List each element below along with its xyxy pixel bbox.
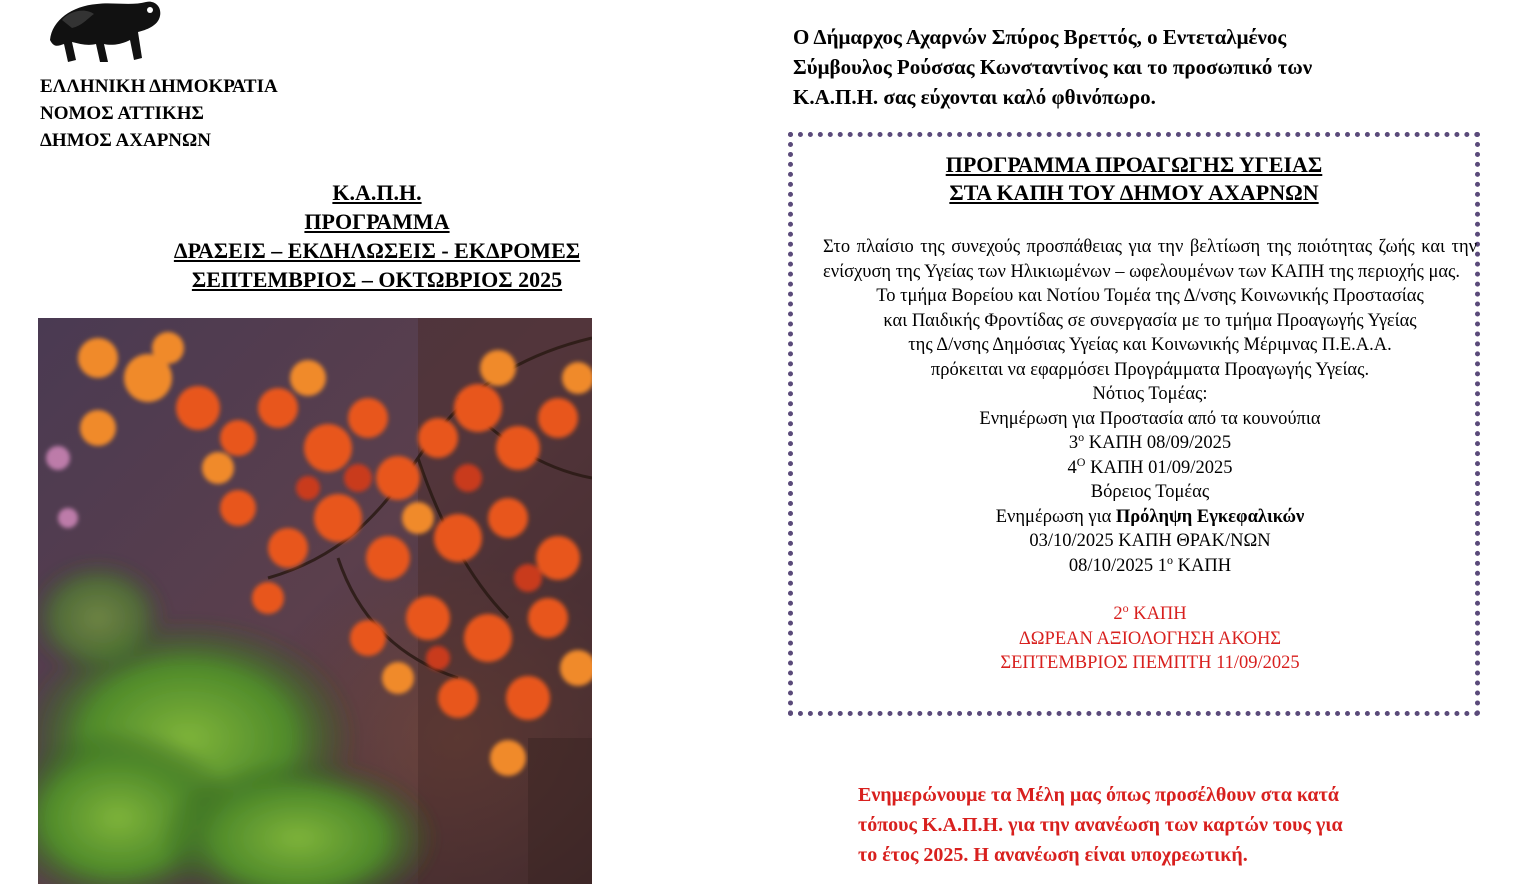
health-program-body [823, 235, 1477, 676]
hearing-date: ΣΕΠΤΕΜΒΡΙΟΣ ΠΕΜΠΤΗ 11/09/2025 [1000, 653, 1300, 673]
program-text: και Παιδικής Φροντίδας σε συνεργασία με το τμήμα Προαγωγής Υγείας [883, 310, 1417, 331]
title-kapi: Κ.Α.Π.Η. [332, 180, 422, 205]
north-sector-topic: Ενημέρωση για Πρόληψη Εγκεφαλικών [995, 506, 1305, 527]
autumn-leaves-photo [38, 318, 592, 884]
greeting-line: Σύμβουλος Ρούσσας Κωνσταντίνος και το προσωπικό των [793, 55, 1313, 79]
box-title-line: ΠΡΟΓΡΑΜΜΑ ΠΡΟΑΓΩΓΗΣ ΥΓΕΙΑΣ [945, 152, 1323, 177]
program-text: της Δ/νσης Δημόσιας Υγείας και Κοινωνικής Μέριμνας Π.Ε.Α.Α. [908, 335, 1392, 355]
north-schedule-item: 03/10/2025 ΚΑΠΗ ΘΡΑΚ/ΝΩΝ [1029, 531, 1271, 551]
greeting-message [793, 22, 1473, 112]
greeting-line: Ο Δήμαρχος Αχαρνών Σπύρος Βρεττός, ο Εντεταλμένος [793, 25, 1287, 49]
notice-line: Ενημερώνουμε τα Μέλη μας όπως προσέλθουν στα κατά [858, 784, 1339, 806]
program-text: Το τμήμα Βορείου και Νοτίου Τομέα της Δ/νσης Κοινωνικής Προστασίας [876, 286, 1424, 306]
title-activities: ΔΡΑΣΕΙΣ – ΕΚΔΗΛΩΣΕΙΣ - ΕΚΔΡΟΜΕΣ [173, 238, 581, 263]
card-renewal-notice [858, 780, 1468, 870]
health-program-title [793, 151, 1475, 207]
south-schedule-item: $4^O$ ΚΑΠΗ 01/09/2025 [1067, 454, 1233, 478]
south-sector-topic: Ενημέρωση για Προστασία από τα κουνούπια [979, 408, 1321, 429]
municipality-emblem-logo [42, 0, 166, 66]
hearing-kapi: $2^o$ ΚΑΠΗ [1113, 600, 1187, 624]
south-schedule-item: $3^o$ ΚΑΠΗ 08/09/2025 [1068, 429, 1232, 453]
box-title-line: ΣΤΑ ΚΑΠΗ ΤΟΥ ΔΗΜΟΥ ΑΧΑΡΝΩΝ [949, 180, 1319, 205]
intro-paragraph: Στο πλαίσιο της συνεχούς προσπάθειας για την βελτίωση της ποιότητας ζωής και την ενίσχυση της Υγείας των Ηλικιωμένων – ωφελουμένων των ΚΑΠΗ της περιοχής μας. [823, 237, 1477, 282]
header-country: ΕΛΛΗΝΙΚΗ ΔΗΜΟΚΡΑΤΙΑ [40, 76, 278, 97]
north-sector-heading: Βόρειος Τομέας [1090, 482, 1210, 502]
greeting-line: Κ.Α.Π.Η. σας εύχονται καλό φθινόπωρο. [793, 85, 1156, 109]
title-period: ΣΕΠΤΕΜΒΡΙΟΣ – ΟΚΤΩΒΡΙΟΣ 2025 [191, 267, 563, 292]
header-municipality: ΔΗΜΟΣ ΑΧΑΡΝΩΝ [40, 130, 211, 151]
north-schedule-item: 08/10/2025 $1^o$ ΚΑΠΗ [1068, 552, 1232, 576]
program-text: πρόκειται να εφαρμόσει Προγράμματα Προαγωγής Υγείας. [930, 359, 1370, 380]
program-title-block [40, 178, 714, 294]
health-program-box [788, 132, 1480, 716]
south-sector-heading: Νότιος Τομέας: [1092, 384, 1208, 404]
notice-line: τόπους Κ.Α.Π.Η. για την ανανέωση των καρτών τους για [858, 814, 1343, 836]
hearing-evaluation: ΔΩΡΕΑΝ ΑΞΙΟΛΟΓΗΣΗ ΑΚΟΗΣ [1018, 628, 1282, 649]
notice-line: το έτος 2025. Η ανανέωση είναι υποχρεωτική. [858, 844, 1248, 866]
header-prefecture: ΝΟΜΟΣ ΑΤΤΙΚΗΣ [40, 103, 204, 124]
title-program: ΠΡΟΓΡΑΜΜΑ [304, 209, 450, 234]
